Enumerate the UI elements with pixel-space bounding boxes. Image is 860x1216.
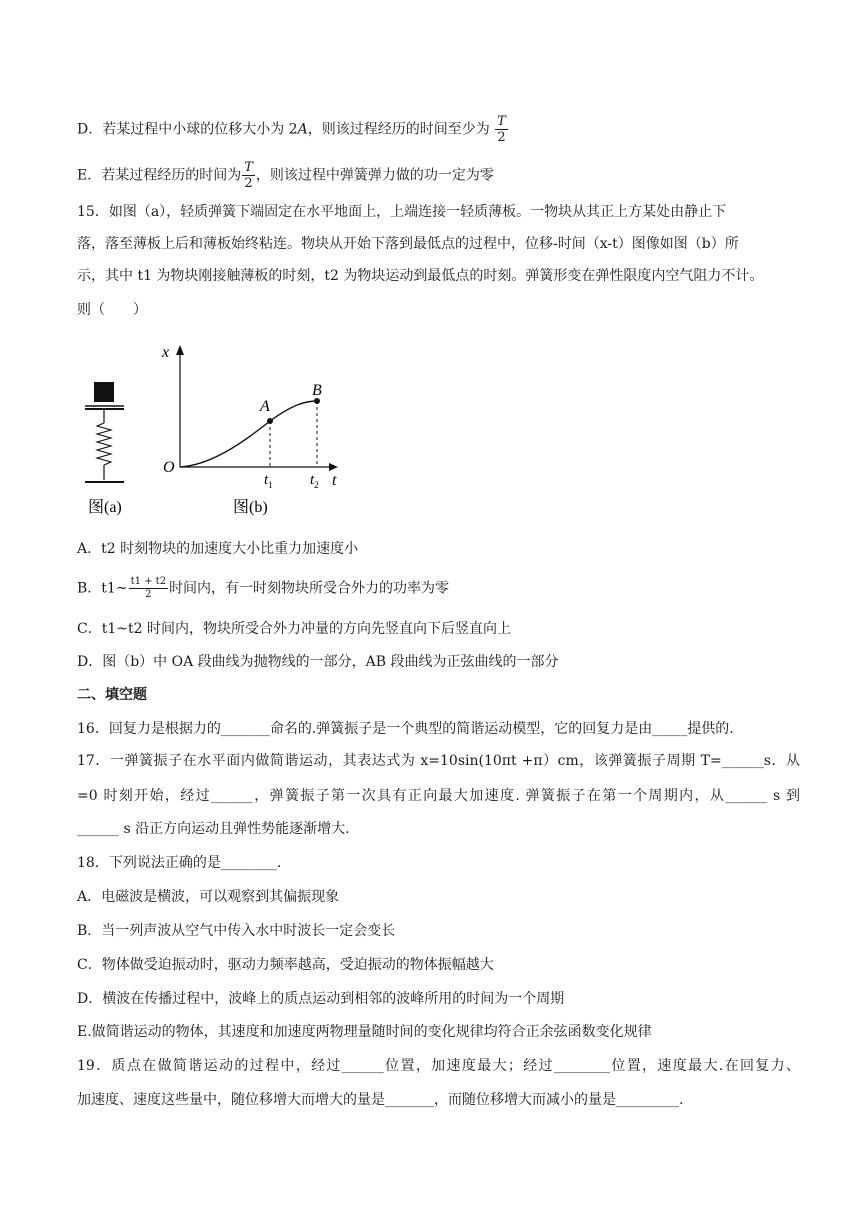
fig-a-caption: 图(a) — [88, 499, 122, 516]
q14-option-e — [77, 160, 800, 191]
q15-option-d: D．图（b）中 OA 段曲线为抛物线的一部分，AB 段曲线为正弦曲线的一部分 — [77, 654, 559, 670]
q18-option-b: B．当一列声波从空气中传入水中时波长一定会变长 — [77, 923, 396, 939]
q15-b-text-post: 时间内，有一时刻物块所受合外力的功率为零 — [169, 580, 450, 597]
q15-option-a: A．t2 时刻物块的加速度大小比重力加速度小 — [77, 541, 359, 557]
q19-line1: 19．质点在做简谐运动的过程中，经过______位置，加速度最大；经过________位置，速度最大.在回复力、 — [77, 1058, 800, 1074]
t1-label: $t_1$ — [264, 472, 273, 490]
q16: 16．回复力是根据力的_______命名的.弹簧振子是一个典型的简谐运动模型，它的回复力是由_____提供的. — [77, 721, 734, 737]
q18-stem: 18．下列说法正确的是________. — [77, 855, 282, 871]
point-a-label: A — [260, 398, 270, 415]
q15-b-text: B．t1~ — [77, 580, 128, 597]
q17-line1: 17．一弹簧振子在水平面内做简谐运动，其表达式为 x=10sin(10πt +π）cm，该弹簧振子周期 T=______s．从 — [77, 753, 800, 769]
figure-b — [161, 344, 338, 516]
q15-figures — [70, 335, 370, 525]
origin-label: O — [163, 459, 175, 476]
x-axis-arrow — [176, 345, 184, 355]
q19-line2: 加速度、速度这些量中，随位移增大而增大的量是_______，而随位移增大而减小的量是_________. — [77, 1092, 684, 1108]
q15-option-c: C．t1~t2 时间内，物块所受合外力冲量的方向先竖直向下后竖直向上 — [77, 621, 511, 637]
q14-d-var-a: A — [297, 121, 308, 138]
q17-line3: ______ s 沿正方向运动且弹性势能逐渐增大. — [77, 821, 350, 837]
q15-stem-line4: 则（ ） — [77, 302, 147, 318]
q15-stem-line2: 落，落至薄板上后和薄板始终粘连。物块从开始下落到最低点的过程中，位移-时间（x-t）图像如图（b）所 — [77, 236, 739, 252]
point-a-dot — [267, 418, 273, 424]
q14-e-text: E．若某过程经历的时间为 — [77, 167, 242, 184]
fig-b-caption: 图(b) — [233, 499, 268, 516]
falling-block — [94, 382, 114, 402]
axis-label-t: t — [332, 472, 337, 489]
q15-stem-line1: 15．如图（a），轻质弹簧下端固定在水平地面上，上端连接一轻质薄板。一物块从其正上方某处由静止下 — [77, 204, 727, 220]
q14-d-text: D．若某过程中小球的位移大小为 2 — [77, 121, 298, 138]
q15-stem-line3: 示，其中 t1 为物块刚接触薄板的时刻，t2 为物块运动到最低点的时刻。弹簧形变在弹性限度内空气阻力不计。 — [77, 268, 764, 284]
section-heading: 二、填空题 — [77, 687, 147, 703]
q14-e-fraction: $\frac{T}{2}$ — [244, 160, 253, 191]
q14-option-d — [77, 114, 800, 145]
q15-b-fraction: $\frac{t1 + t2}{2}$ — [130, 576, 167, 600]
point-b-label: B — [312, 382, 322, 399]
q15-option-b — [77, 576, 800, 601]
t2-label: $t_2$ — [310, 472, 319, 490]
axis-label-x: x — [162, 344, 170, 361]
q18-option-e: E.做简谐运动的物体，其速度和加速度两物理量随时间的变化规律均符合正余弦函数变化规律 — [77, 1024, 652, 1040]
q18-option-d: D．横波在传播过程中，波峰上的质点运动到相邻的波峰所用的时间为一个周期 — [77, 991, 565, 1007]
q18-option-a: A．电磁波是横波，可以观察到其偏振现象 — [77, 889, 340, 905]
q18-option-c: C．物体做受迫振动时，驱动力频率越高，受迫振动的物体振幅越大 — [77, 957, 494, 973]
q14-d-fraction: $\frac{T}{2}$ — [497, 114, 506, 145]
q14-e-text-post: ，则该过程中弹簧弹力做的功一定为零 — [255, 167, 494, 184]
t-axis-arrow — [329, 463, 338, 471]
q14-d-text-post: ，则该过程经历的时间至少为 — [307, 121, 490, 138]
spring-coil — [97, 423, 111, 465]
figure-a — [85, 382, 124, 516]
q17-line2: =0 时刻开始，经过______，弹簧振子第一次具有正向最大加速度. 弹簧振子在第一个周期内，从______ s 到 — [77, 788, 800, 804]
xt-curve — [180, 401, 317, 467]
